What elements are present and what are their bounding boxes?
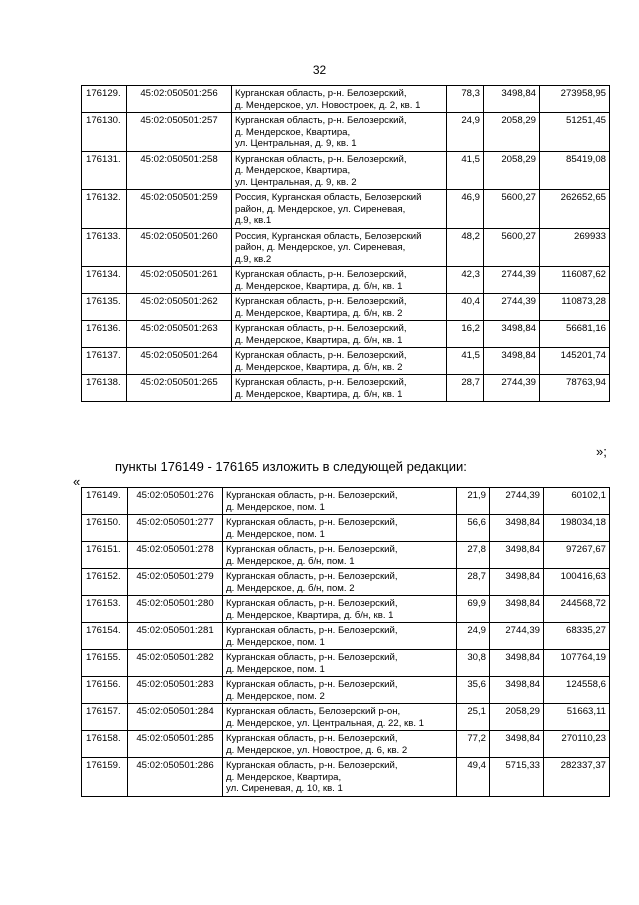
page-number: 32 [312, 63, 327, 77]
row-number-cell: 176135. [82, 294, 127, 321]
property-table-1 [81, 85, 610, 402]
address-cell: Курганская область, р-н. Белозерский, д. Мендерское, Квартира, ул. Центральная, д. 9, кв. 1 [232, 113, 447, 152]
area-cell: 21,9 [457, 488, 490, 515]
address-cell: Курганская область, р-н. Белозерский, д. Мендерское, Квартира, д. б/н, кв. 1 [232, 267, 447, 294]
area-cell: 40,4 [447, 294, 484, 321]
address-cell: Курганская область, р-н. Белозерский, д. Мендерское, д. б/н, пом. 1 [223, 542, 457, 569]
area-cell: 48,2 [447, 228, 484, 267]
address-cell: Курганская область, Белозерский р-он, д. Мендерское, ул. Центральная, д. 22, кв. 1 [223, 704, 457, 731]
row-number-cell: 176129. [82, 86, 127, 113]
unit-rate-cell: 2744,39 [490, 623, 544, 650]
table-row [82, 542, 610, 569]
cadastral-value-cell: 107764,19 [544, 650, 610, 677]
cadastral-number-cell: 45:02:050501:278 [128, 542, 223, 569]
area-cell: 41,5 [447, 348, 484, 375]
table-row [82, 677, 610, 704]
row-number-cell: 176138. [82, 375, 127, 402]
address-cell: Курганская область, р-н. Белозерский, д. Мендерское, д. б/н, пом. 2 [223, 569, 457, 596]
cadastral-number-cell: 45:02:050501:263 [127, 321, 232, 348]
area-cell: 16,2 [447, 321, 484, 348]
cadastral-value-cell: 124558,6 [544, 677, 610, 704]
address-cell: Россия, Курганская область, Белозерский район, д. Мендерское, ул. Сиреневая, д.9, кв.2 [232, 228, 447, 267]
cadastral-value-cell: 262652,65 [540, 190, 610, 229]
table-row [82, 515, 610, 542]
cadastral-number-cell: 45:02:050501:258 [127, 151, 232, 190]
cadastral-number-cell: 45:02:050501:260 [127, 228, 232, 267]
address-cell: Курганская область, р-н. Белозерский, д. Мендерское, Квартира, д. б/н, кв. 2 [232, 294, 447, 321]
unit-rate-cell: 2744,39 [484, 267, 540, 294]
row-number-cell: 176152. [82, 569, 128, 596]
area-cell: 46,9 [447, 190, 484, 229]
cadastral-value-cell: 60102,1 [544, 488, 610, 515]
table-row [82, 348, 610, 375]
cadastral-number-cell: 45:02:050501:264 [127, 348, 232, 375]
cadastral-number-cell: 45:02:050501:259 [127, 190, 232, 229]
unit-rate-cell: 3498,84 [490, 515, 544, 542]
address-cell: Курганская область, р-н. Белозерский, д. Мендерское, Квартира, д. б/н, кв. 1 [232, 321, 447, 348]
row-number-cell: 176133. [82, 228, 127, 267]
cadastral-value-cell: 269933 [540, 228, 610, 267]
area-cell: 24,9 [457, 623, 490, 650]
table-row [82, 190, 610, 229]
address-cell: Курганская область, р-н. Белозерский, д. Мендерское, Квартира, д. б/н, кв. 2 [232, 348, 447, 375]
cadastral-number-cell: 45:02:050501:262 [127, 294, 232, 321]
row-number-cell: 176153. [82, 596, 128, 623]
row-number-cell: 176158. [82, 731, 128, 758]
cadastral-value-cell: 282337,37 [544, 758, 610, 797]
address-cell: Курганская область, р-н. Белозерский, д. Мендерское, Квартира, д. б/н, кв. 1 [223, 596, 457, 623]
cadastral-value-cell: 51251,45 [540, 113, 610, 152]
cadastral-number-cell: 45:02:050501:280 [128, 596, 223, 623]
unit-rate-cell: 2744,39 [484, 294, 540, 321]
cadastral-number-cell: 45:02:050501:281 [128, 623, 223, 650]
area-cell: 27,8 [457, 542, 490, 569]
cadastral-value-cell: 68335,27 [544, 623, 610, 650]
address-cell: Курганская область, р-н. Белозерский, д. Мендерское, пом. 1 [223, 488, 457, 515]
row-number-cell: 176130. [82, 113, 127, 152]
area-cell: 25,1 [457, 704, 490, 731]
cadastral-number-cell: 45:02:050501:276 [128, 488, 223, 515]
cadastral-value-cell: 273958,95 [540, 86, 610, 113]
table-row [82, 758, 610, 797]
row-number-cell: 176131. [82, 151, 127, 190]
address-cell: Курганская область, р-н. Белозерский, д. Мендерское, пом. 1 [223, 515, 457, 542]
cadastral-value-cell: 85419,08 [540, 151, 610, 190]
table-row [82, 623, 610, 650]
table-row [82, 151, 610, 190]
area-cell: 28,7 [457, 569, 490, 596]
table-row [82, 596, 610, 623]
unit-rate-cell: 3498,84 [490, 731, 544, 758]
table-row [82, 375, 610, 402]
address-cell: Курганская область, р-н. Белозерский, д. Мендерское, Квартира, д. б/н, кв. 1 [232, 375, 447, 402]
cadastral-number-cell: 45:02:050501:284 [128, 704, 223, 731]
cadastral-number-cell: 45:02:050501:286 [128, 758, 223, 797]
address-cell: Курганская область, р-н. Белозерский, д. Мендерское, ул. Новостроек, д. 2, кв. 1 [232, 86, 447, 113]
area-cell: 24,9 [447, 113, 484, 152]
table-row [82, 228, 610, 267]
cadastral-number-cell: 45:02:050501:277 [128, 515, 223, 542]
cadastral-value-cell: 116087,62 [540, 267, 610, 294]
row-number-cell: 176137. [82, 348, 127, 375]
cadastral-value-cell: 244568,72 [544, 596, 610, 623]
cadastral-number-cell: 45:02:050501:279 [128, 569, 223, 596]
address-cell: Курганская область, р-н. Белозерский, д. Мендерское, ул. Новострое, д. 6, кв. 2 [223, 731, 457, 758]
cadastral-value-cell: 97267,67 [544, 542, 610, 569]
address-cell: Курганская область, р-н. Белозерский, д. Мендерское, пом. 1 [223, 650, 457, 677]
address-cell: Россия, Курганская область, Белозерский район, д. Мендерское, ул. Сиреневая, д.9, кв.1 [232, 190, 447, 229]
address-cell: Курганская область, р-н. Белозерский, д. Мендерское, пом. 2 [223, 677, 457, 704]
instruction-text: пункты 176149 - 176165 изложить в следующей редакции: [115, 459, 467, 474]
unit-rate-cell: 3498,84 [490, 569, 544, 596]
cadastral-number-cell: 45:02:050501:256 [127, 86, 232, 113]
cadastral-value-cell: 78763,94 [540, 375, 610, 402]
unit-rate-cell: 3498,84 [490, 677, 544, 704]
cadastral-value-cell: 100416,63 [544, 569, 610, 596]
row-number-cell: 176154. [82, 623, 128, 650]
unit-rate-cell: 3498,84 [490, 650, 544, 677]
cadastral-number-cell: 45:02:050501:285 [128, 731, 223, 758]
cadastral-value-cell: 198034,18 [544, 515, 610, 542]
row-number-cell: 176156. [82, 677, 128, 704]
unit-rate-cell: 3498,84 [490, 596, 544, 623]
unit-rate-cell: 2058,29 [484, 151, 540, 190]
area-cell: 35,6 [457, 677, 490, 704]
table-row [82, 704, 610, 731]
row-number-cell: 176149. [82, 488, 128, 515]
cadastral-number-cell: 45:02:050501:265 [127, 375, 232, 402]
table-row [82, 113, 610, 152]
row-number-cell: 176157. [82, 704, 128, 731]
cadastral-number-cell: 45:02:050501:257 [127, 113, 232, 152]
cadastral-value-cell: 51663,11 [544, 704, 610, 731]
cadastral-number-cell: 45:02:050501:261 [127, 267, 232, 294]
row-number-cell: 176151. [82, 542, 128, 569]
row-number-cell: 176150. [82, 515, 128, 542]
row-number-cell: 176132. [82, 190, 127, 229]
area-cell: 30,8 [457, 650, 490, 677]
area-cell: 28,7 [447, 375, 484, 402]
row-number-cell: 176155. [82, 650, 128, 677]
address-cell: Курганская область, р-н. Белозерский, д. Мендерское, Квартира, ул. Сиреневая, д. 10, кв. 1 [223, 758, 457, 797]
table-row [82, 569, 610, 596]
table-row [82, 294, 610, 321]
property-table-2 [81, 487, 610, 797]
area-cell: 69,9 [457, 596, 490, 623]
unit-rate-cell: 3498,84 [490, 542, 544, 569]
unit-rate-cell: 3498,84 [484, 348, 540, 375]
cadastral-number-cell: 45:02:050501:282 [128, 650, 223, 677]
cadastral-value-cell: 270110,23 [544, 731, 610, 758]
table-row [82, 267, 610, 294]
unit-rate-cell: 3498,84 [484, 86, 540, 113]
row-number-cell: 176159. [82, 758, 128, 797]
row-number-cell: 176134. [82, 267, 127, 294]
unit-rate-cell: 2058,29 [484, 113, 540, 152]
table-row [82, 731, 610, 758]
area-cell: 49,4 [457, 758, 490, 797]
table-row [82, 488, 610, 515]
area-cell: 78,3 [447, 86, 484, 113]
unit-rate-cell: 3498,84 [484, 321, 540, 348]
area-cell: 42,3 [447, 267, 484, 294]
unit-rate-cell: 2744,39 [490, 488, 544, 515]
table-row [82, 650, 610, 677]
cadastral-value-cell: 145201,74 [540, 348, 610, 375]
area-cell: 56,6 [457, 515, 490, 542]
closing-quote: »; [596, 444, 607, 459]
table-row [82, 86, 610, 113]
area-cell: 77,2 [457, 731, 490, 758]
unit-rate-cell: 5600,27 [484, 228, 540, 267]
cadastral-number-cell: 45:02:050501:283 [128, 677, 223, 704]
area-cell: 41,5 [447, 151, 484, 190]
unit-rate-cell: 5600,27 [484, 190, 540, 229]
cadastral-value-cell: 110873,28 [540, 294, 610, 321]
address-cell: Курганская область, р-н. Белозерский, д. Мендерское, Квартира, ул. Центральная, д. 9, кв. 2 [232, 151, 447, 190]
unit-rate-cell: 2058,29 [490, 704, 544, 731]
unit-rate-cell: 5715,33 [490, 758, 544, 797]
opening-quote: « [73, 474, 81, 489]
address-cell: Курганская область, р-н. Белозерский, д. Мендерское, пом. 1 [223, 623, 457, 650]
cadastral-value-cell: 56681,16 [540, 321, 610, 348]
unit-rate-cell: 2744,39 [484, 375, 540, 402]
table-row [82, 321, 610, 348]
row-number-cell: 176136. [82, 321, 127, 348]
